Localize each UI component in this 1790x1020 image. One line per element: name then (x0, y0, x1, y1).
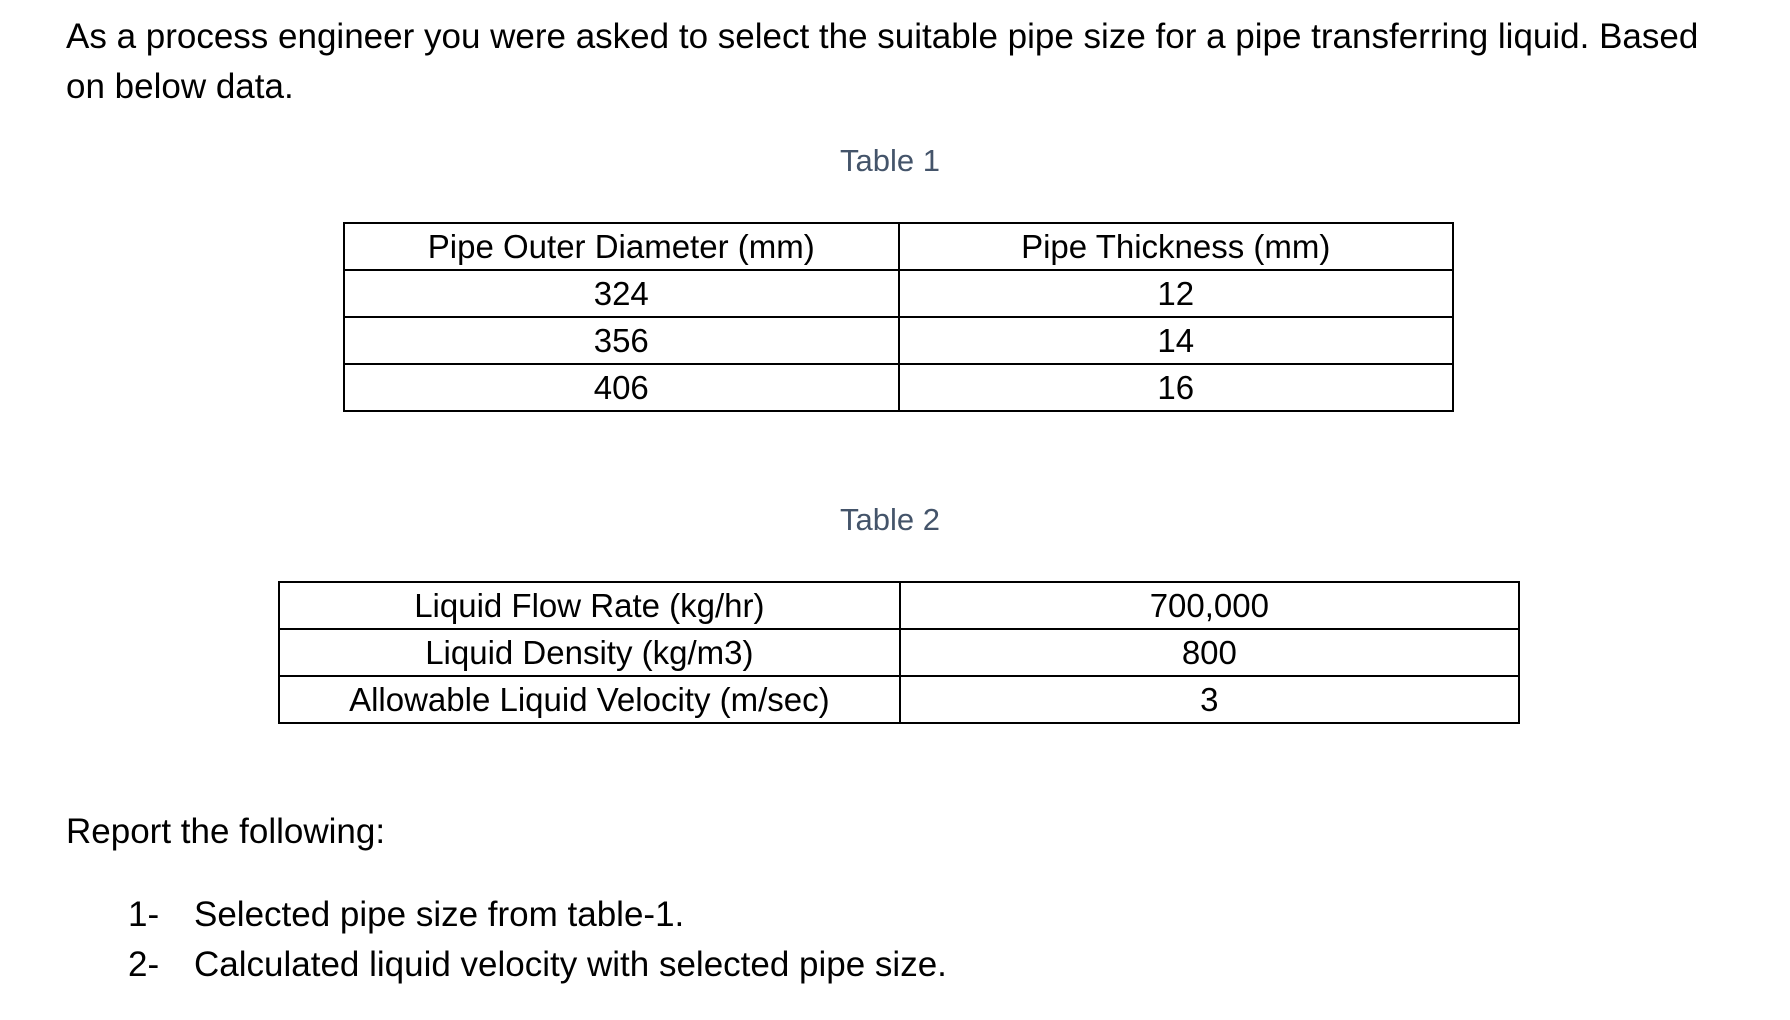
table2-caption: Table 2 (840, 502, 940, 537)
list-item (128, 890, 947, 940)
intro-paragraph: As a process engineer you were asked to select the suitable pipe size for a pipe transferring liquid. Based on below data. (66, 17, 1699, 106)
cell-outer-diameter: 324 (344, 270, 899, 317)
list-item (128, 940, 947, 990)
list-item-number: 2- (128, 945, 160, 984)
cell-thickness: 12 (899, 270, 1454, 317)
table-row (344, 364, 1453, 411)
header-outer-diameter: Pipe Outer Diameter (mm) (344, 223, 899, 270)
cell-property-label: Liquid Flow Rate (kg/hr) (279, 582, 900, 629)
cell-property-label: Allowable Liquid Velocity (m/sec) (279, 676, 900, 723)
table-row (344, 317, 1453, 364)
cell-thickness: 16 (899, 364, 1454, 411)
table-header-row (344, 223, 1453, 270)
pipe-size-table (343, 222, 1454, 412)
cell-property-value: 800 (900, 629, 1519, 676)
list-item-number: 1- (128, 895, 160, 934)
table-row (279, 582, 1519, 629)
report-list (128, 890, 947, 990)
cell-property-label: Liquid Density (kg/m3) (279, 629, 900, 676)
table-row (344, 270, 1453, 317)
report-heading: Report the following: (66, 812, 386, 851)
list-item-text: Calculated liquid velocity with selected pipe size. (194, 945, 947, 984)
table-row (279, 676, 1519, 723)
cell-thickness: 14 (899, 317, 1454, 364)
cell-property-value: 700,000 (900, 582, 1519, 629)
list-item-text: Selected pipe size from table-1. (194, 895, 685, 934)
table1-caption: Table 1 (840, 143, 940, 178)
liquid-data-table (278, 581, 1520, 724)
table-row (279, 629, 1519, 676)
cell-property-value: 3 (900, 676, 1519, 723)
header-thickness: Pipe Thickness (mm) (899, 223, 1454, 270)
cell-outer-diameter: 356 (344, 317, 899, 364)
cell-outer-diameter: 406 (344, 364, 899, 411)
